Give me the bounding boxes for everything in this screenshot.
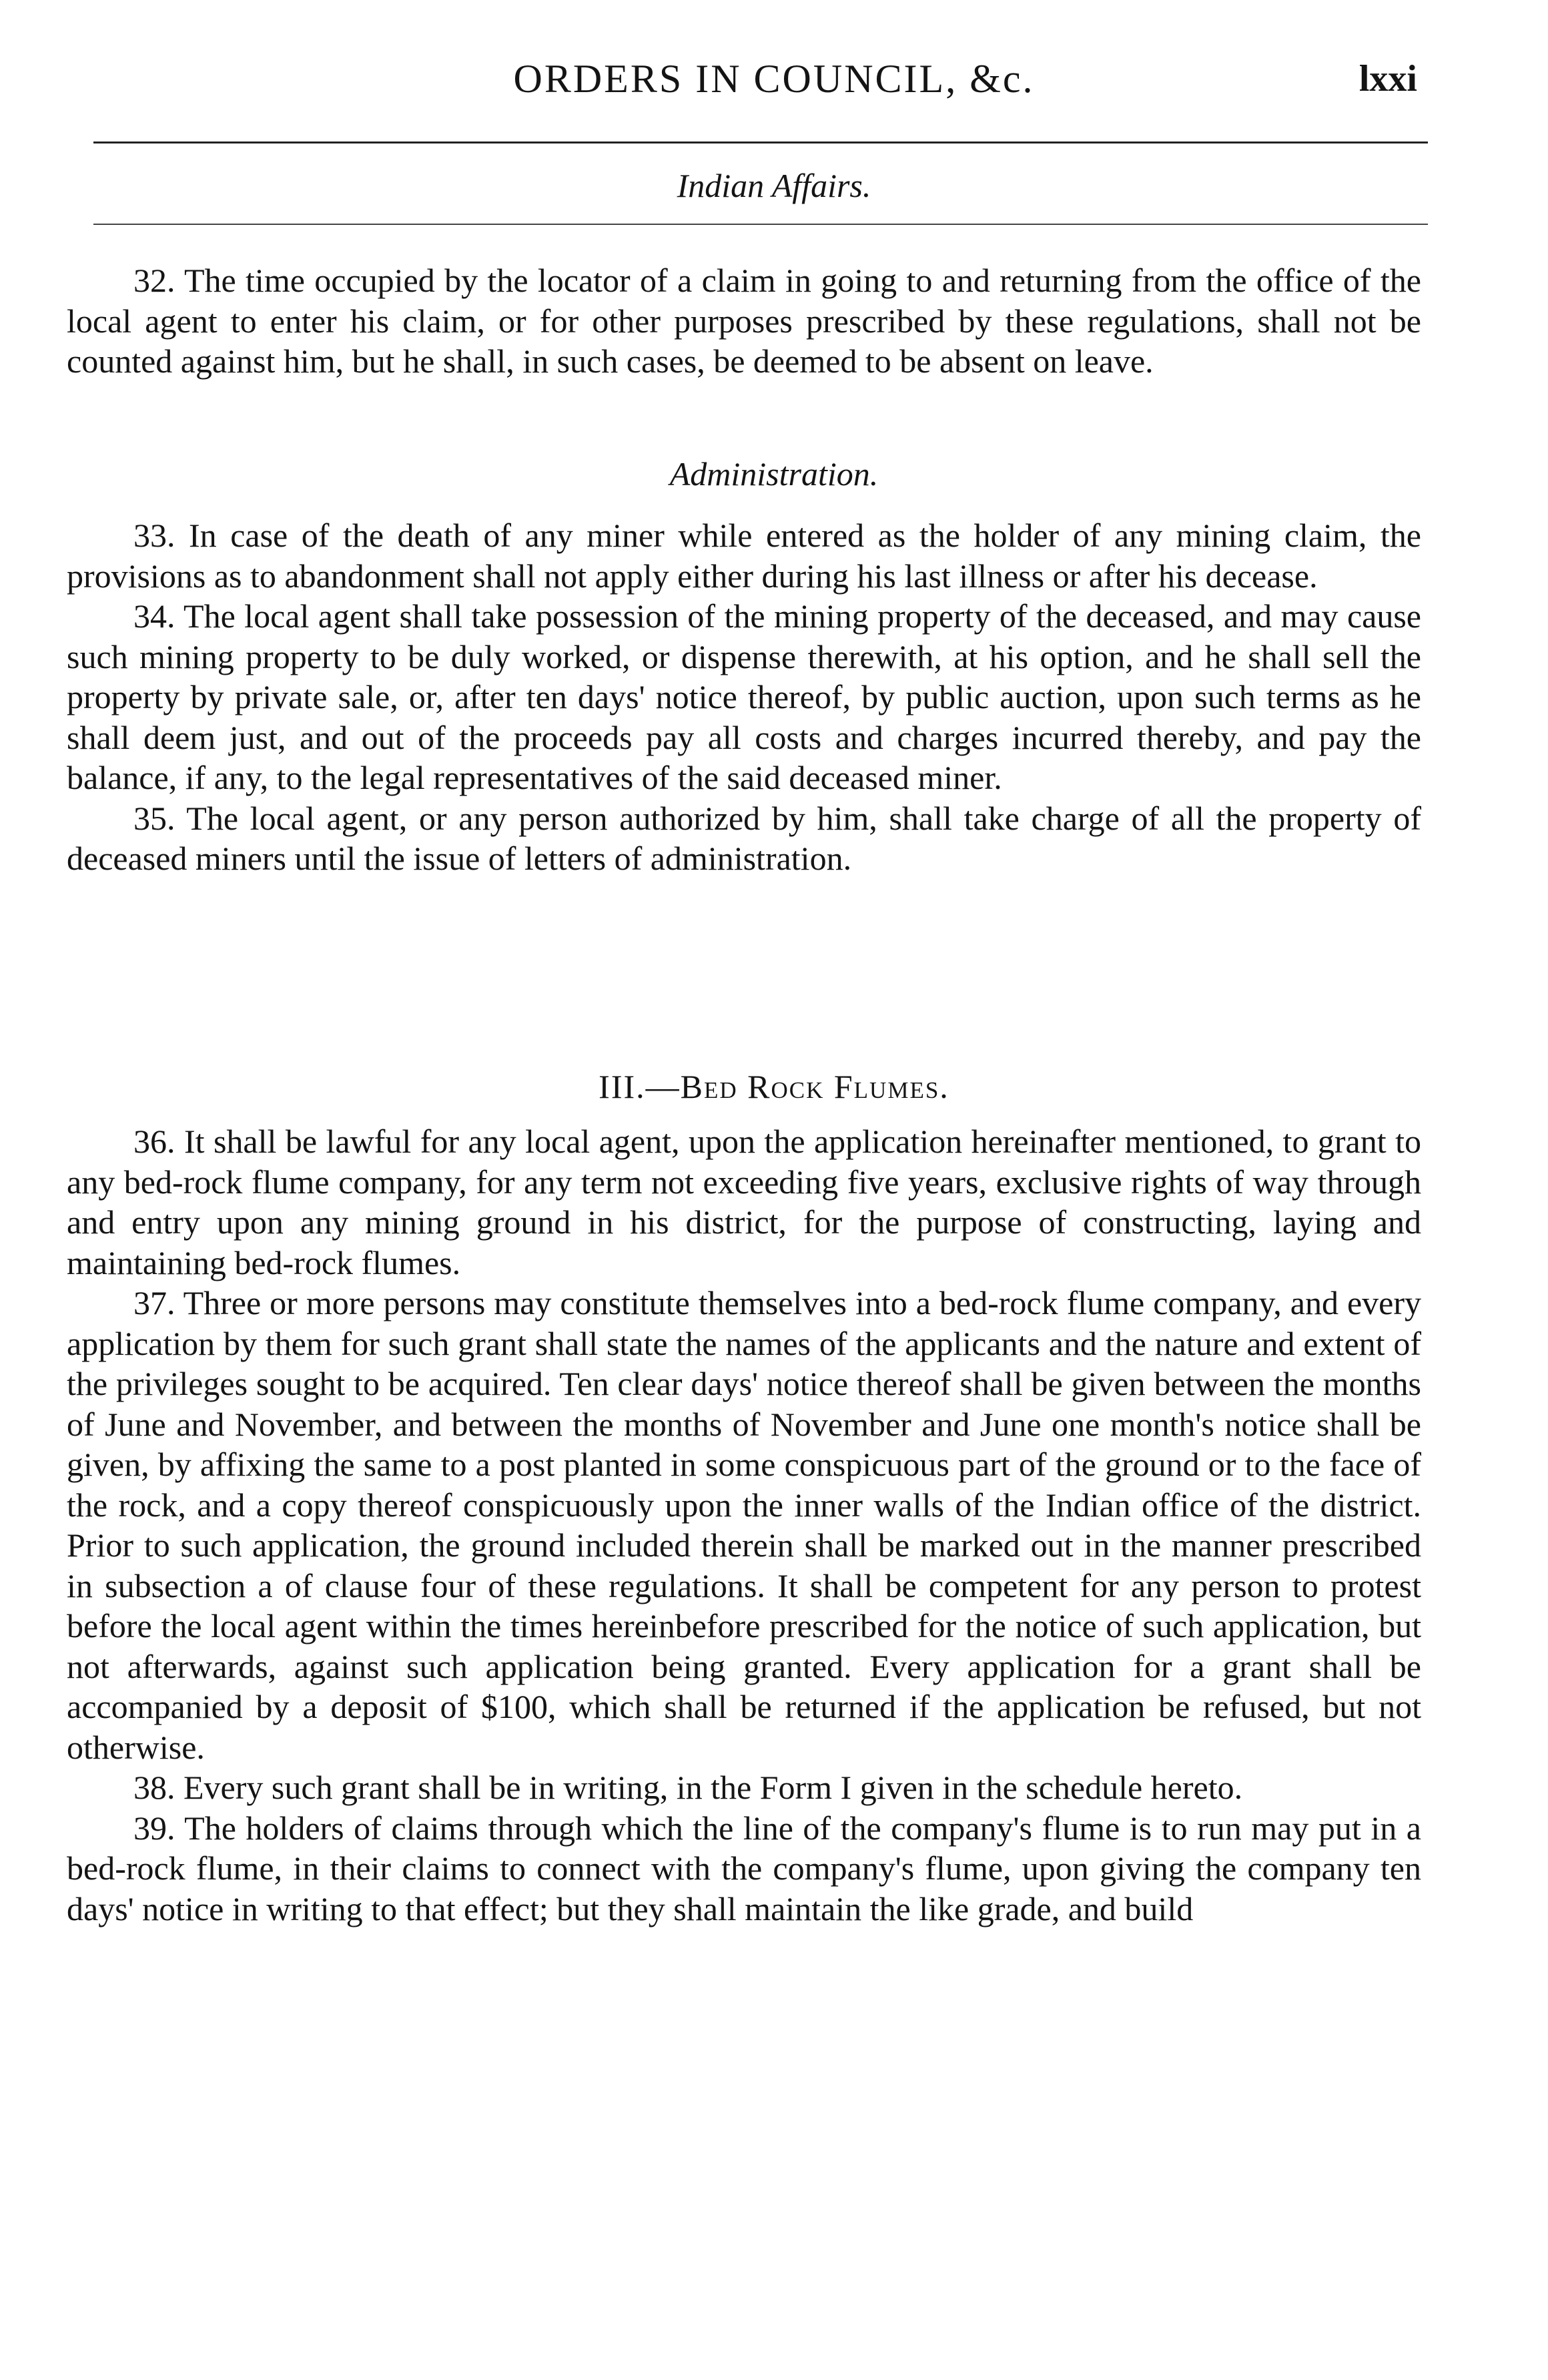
paragraph-35: 35. The local agent, or any person authorized by him, shall take charge of all the property of deceased miners until the issue of letters of administration. [67, 799, 1421, 877]
text-block-36-39 [67, 1121, 1421, 1929]
paragraph-39: 39. The holders of claims through which the line of the company's flume is to run may put in a bed-rock flume, in their claims to connect with the company's flume, upon giving the company ten days' notice in writing to that effect; but they shall maintain the like grade, and build [67, 1809, 1421, 1927]
section-heading-administration: Administration. [669, 455, 879, 493]
header-rule-top [93, 141, 1428, 143]
paragraph-36: 36. It shall be lawful for any local agent, upon the application hereinafter mentioned, to grant to any bed-rock flume company, for any term not exceeding five years, exclusive rights of way through and entry upon any mining ground in his district, for the purpose of constructing, laying and maintaining bed-rock flumes. [67, 1123, 1421, 1281]
text-block-33-35 [67, 515, 1421, 879]
part-heading-bed-rock-flumes: III.—Bed Rock Flumes. [599, 1068, 949, 1105]
paragraph-34: 34. The local agent shall take possession of the mining property of the deceased, and may cause such mining property to be duly worked, or dispense therewith, at his option, and he shall sell the property by private sale, or, after ten days' notice thereof, by public auction, upon such terms as he shall deem just, and out of the proceeds pay all costs and charges incurred thereby, and pay the balance, if any, to the legal representatives of the said deceased miner. [67, 597, 1421, 796]
running-title: ORDERS IN COUNCIL, &c. [513, 57, 1035, 101]
paragraph-33: 33. In case of the death of any miner while entered as the holder of any mining claim, the provisions as to abandonment shall not apply either during his last illness or after his decease. [67, 517, 1421, 595]
page-number: lxxi [1359, 58, 1417, 99]
running-head [0, 52, 1548, 105]
paragraph-38: 38. Every such grant shall be in writing, in the Form I given in the schedule hereto. [133, 1769, 1243, 1806]
text-block-32 [67, 260, 1421, 382]
paragraph-37: 37. Three or more persons may constitute themselves into a bed-rock flume company, and every application by them for such grant shall state the names of the applicants and the nature and extent of the privileges sought to be acquired. Ten clear days' notice thereof shall be given between the months of June and November, and between the months of November and June one month's notice shall be given, by affixing the same to a post planted in some conspicuous part of the ground or to the face of the rock, and a copy thereof conspicuously upon the inner walls of the Indian office of the district. Prior to such application, the ground included therein shall be marked out in the manner prescribed in subsection a of clause four of these regulations. It shall be competent for any person to protest before the local agent within the times hereinbefore prescribed for the notice of such application, but not afterwards, against such application being granted. Every application for a grant shall be accompanied by a deposit of $100, which shall be returned if the application be refused, but not otherwise. [67, 1284, 1421, 1766]
header-rule-bottom [93, 224, 1428, 225]
section-heading-indian-affairs: Indian Affairs. [677, 167, 871, 204]
paragraph-32: 32. The time occupied by the locator of a claim in going to and returning from the office of the local agent to enter his claim, or for other purposes prescribed by these regulations, shall not be counted against him, but he shall, in such cases, be deemed to be absent on leave. [67, 262, 1421, 380]
